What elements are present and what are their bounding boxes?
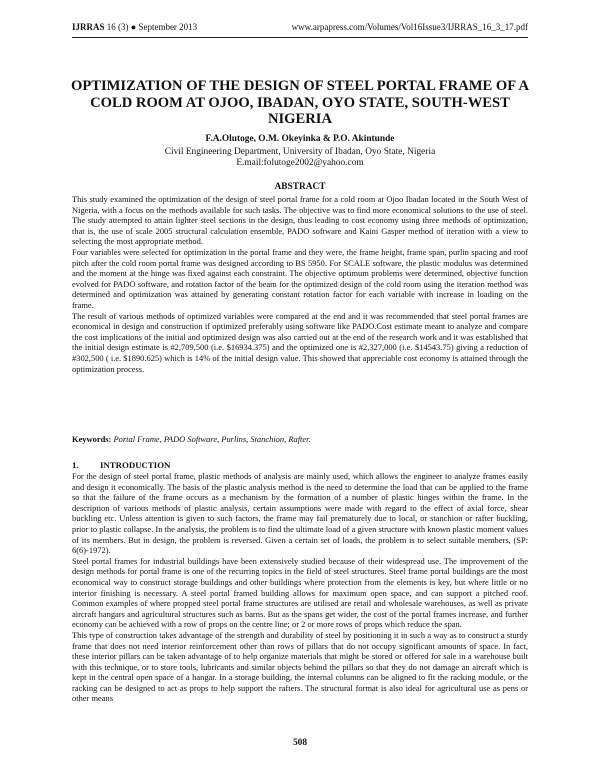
intro-paragraph: For the design of steel portal frame, plastic methods of analysis are mainly used, which allows the engineer to analyze frames easily and design it economically. The basis of the plastic analysis method is the need to determine the load that can be applied to the frame so that the failure of the frame occurs as a mechanism by the formation of a number of plastic hinges within the frame. In the description of various methods of plastic analysis, certain assumptions were made with regard to the effect of axial force, shear buckling etc. Unless attention is given to such factors, the frame may fail prematurely due to local, or stanchion or rafter buckling, prior to plastic collapse. In the analysis, the problem is to find the ultimate load of a given structure with known plastic moment values of its members. But in design, the problem is reversed. Given a certain set of loads, the problem is to select suitable members, (SP: 6(6)-1972). <box>72 471 528 556</box>
section-heading-introduction <box>72 460 170 470</box>
affiliation-block <box>60 147 540 169</box>
keywords-line <box>72 434 528 444</box>
abstract-body <box>72 194 528 374</box>
header-rule <box>72 37 528 38</box>
section-title: INTRODUCTION <box>100 460 171 470</box>
affiliation: Civil Engineering Department, University of Ibadan, Oyo State, Nigeria <box>164 147 436 157</box>
intro-paragraph: Steel portal frames for industrial buildings have been extensively studied because of their widespread use. The improvement of the design methods for portal frame is one of the recurring topics in the field of steel structures. Steel frame portal buildings are the most economical way to construct storage buildings and other buildings where protection from the elements is key, but where little or no interior finishing is necessary. A steel portal framed building allows for maximum open space, and can support a pitched roof. Common examples of where propped steel portal frame structures are utilised are retail and wholesale warehouses, as well as private aircraft hangars and agricultural structures such as barns. But as the spans get wider, the cost of the portal frames increase, and further economy can be achieved with a row of props on the centre line; or 2 or more rows of props which reduce the span. <box>72 555 528 630</box>
article-url[interactable]: www.arpapress.com/Volumes/Vol16Issue3/IJRRAS_16_3_17.pdf <box>291 22 528 32</box>
abstract-paragraph: The result of various methods of optimized variables were compared at the end and it was recommended that steel portal frames are economical in design and construction if optimized preferably using software like PADO.Cost estimate meant to analyze and compare the cost implications of the initial and optimized design was also carried out at the end of the research work and it was established that the initial design estimate is #2,709,500 (i.e. $16934.375) and the optimized one is #2,327,000 (i.e. $14543.75) giving a reduction of #302,500 ( i.e. $1890.625) which is 14% of the initial design value. This showed that appreciable cost economy is attained through the optimization process. <box>72 310 528 374</box>
running-header <box>72 22 528 36</box>
abstract-heading: ABSTRACT <box>274 182 326 192</box>
page-number: 508 <box>292 738 308 748</box>
abstract-paragraph: This study examined the optimization of the design of steel portal frame for a cold room at Ojoo Ibadan located in the South West of Nigeria, with a focus on the methods available for such tasks. The objective was to find more economical solutions to the use of steel. The study attempted to attain lighter steel sections in the design, thus leading to cost economy using three methods of optimization, that is, the use of scale 2005 structural calculation ensemble, PADO software and Kaini Gasper method of iteration with a view to selecting the most appropriate method. <box>72 194 528 247</box>
intro-paragraph: This type of construction takes advantage of the strength and durability of steel by positioning it in such a way as to construct a sturdy frame that does not need interior reinforcement other than rows of pillars that do not occupy significant amounts of space. In fact, these interior pillars can be taken advantage of to help organize materials that might be stored or offered for sale in a warehouse built with this technique, or to store tools, lubricants and similar objects behind the pillars so that they do not damage an aircraft which is kept in the central open space of a hangar. In a storage building, the internal columns can be aligned to fit the racking module, or the racking can be designed to act as props to help support the rafters. The structural format is also ideal for agricultural use as pens or other means <box>72 629 528 704</box>
author-list: F.A.Olutoge, O.M. Okeyinka & P.O. Akintunde <box>205 134 395 144</box>
introduction-body <box>72 471 528 704</box>
section-number: 1. <box>72 460 79 470</box>
paper-title: OPTIMIZATION OF THE DESIGN OF STEEL PORTAL FRAME OF A COLD ROOM AT OJOO, IBADAN, OYO STATE, SOUTH-WEST NIGERIA <box>70 78 530 127</box>
journal-name: IJRRAS <box>72 22 105 32</box>
abstract-paragraph: Four variables were selected for optimization in the portal frame and they were, the frame height, frame span, purlin spacing and roof pitch after the cold room portal frame was designed according to BS 5950. For SCALE software, the plastic modulus was determined and the moment at the hinge was fixed against each constraint. The objective optimum problems were determined, objective function evolved for PADO software, and rotation factor of the beam for the optimized design of the cold room using the iteration method was determined and optimization was attained by generating constant rotation factor for each variable with increase in loading on the frame. <box>72 246 528 310</box>
keywords-text: Portal Frame, PADO Software, Purlins, Stanchion, Rafter. <box>113 434 311 444</box>
author-email: E.mail:folutoge2002@yahoo.com <box>236 158 364 169</box>
journal-issue <box>72 22 197 32</box>
keywords-label: Keywords: <box>72 434 112 444</box>
issue-info: 16 (3) ● September 2013 <box>106 22 198 32</box>
